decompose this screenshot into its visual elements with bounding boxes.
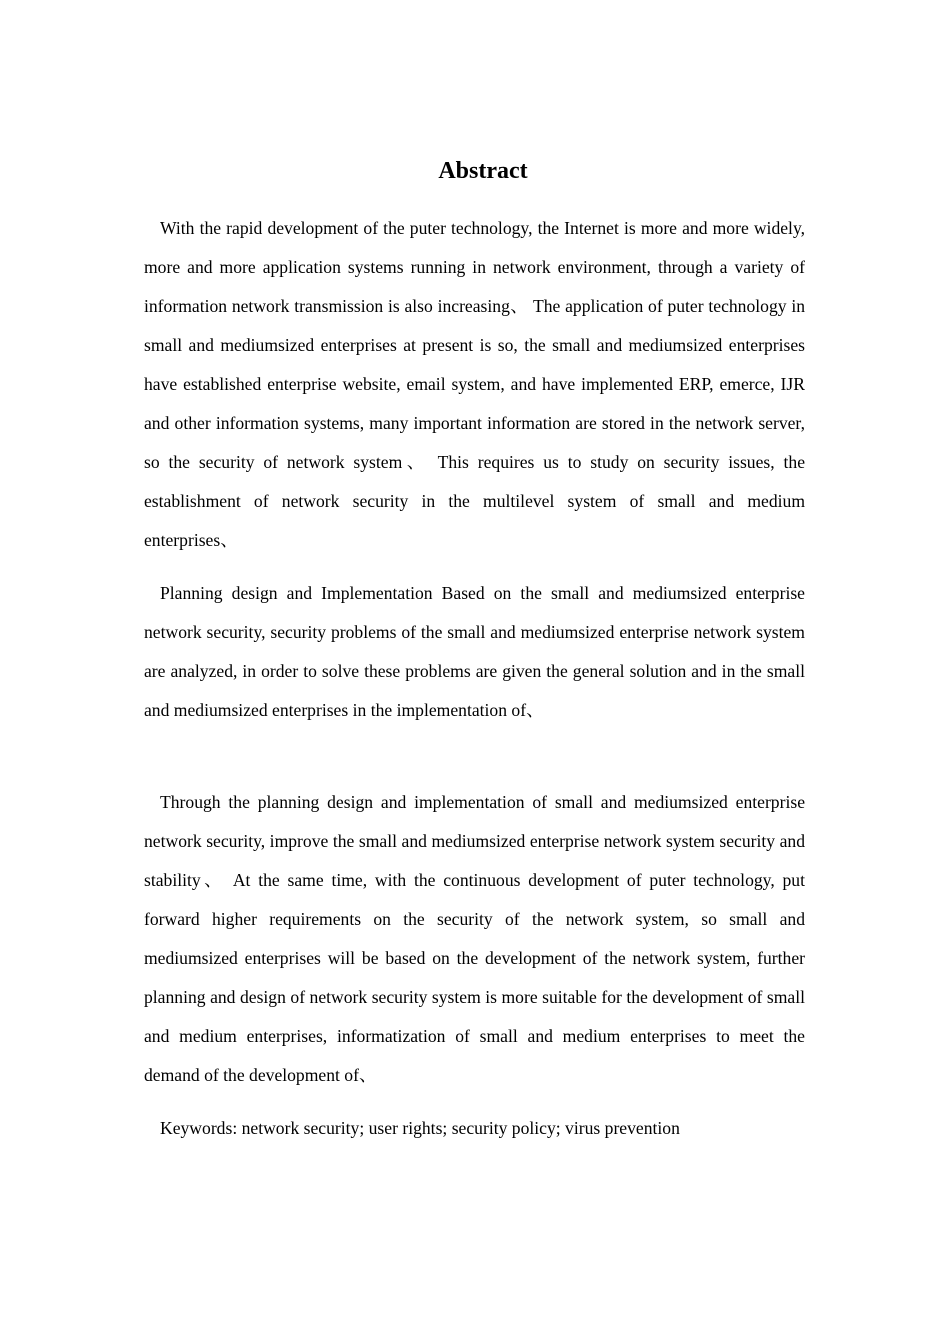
abstract-paragraph-3: Through the planning design and implementation of small and mediumsized enterprise network security, improve the small and mediumsized enterprise network system security and stability、 At the same time, with the continuous development of puter technology, put forward higher requirements on the security of the network system, so small and mediumsized enterprises will be based on the development of the network system, further planning and design of network security system is more suitable for the development of small and medium enterprises, informatization of small and medium enterprises to meet the demand of the development of、 [144, 792, 805, 1085]
abstract-paragraph-1: With the rapid development of the puter technology, the Internet is more and more widely, more and more application systems running in network environment, through a variety of information network transmission is also increasing、 The application of puter technology in small and mediumsized enterprises at present is so, the small and mediumsized enterprises have established enterprise website, email system, and have implemented ERP, emerce, IJR and other information systems, many important information are stored in the network server, so the security of network system、 This requires us to study on security issues, the establishment of network security in the multilevel system of small and medium enterprises、 [144, 218, 805, 550]
page-title: Abstract [438, 158, 528, 184]
keywords-line: Keywords: network security; user rights; security policy; virus prevention [160, 1118, 680, 1138]
abstract-paragraph-2: Planning design and Implementation Based on the small and mediumsized enterprise network security, security problems of the small and mediumsized enterprise network system are analyzed, in order to solve these problems are given the general solution and in the small and mediumsized enterprises in the implementation of、 [144, 583, 805, 720]
